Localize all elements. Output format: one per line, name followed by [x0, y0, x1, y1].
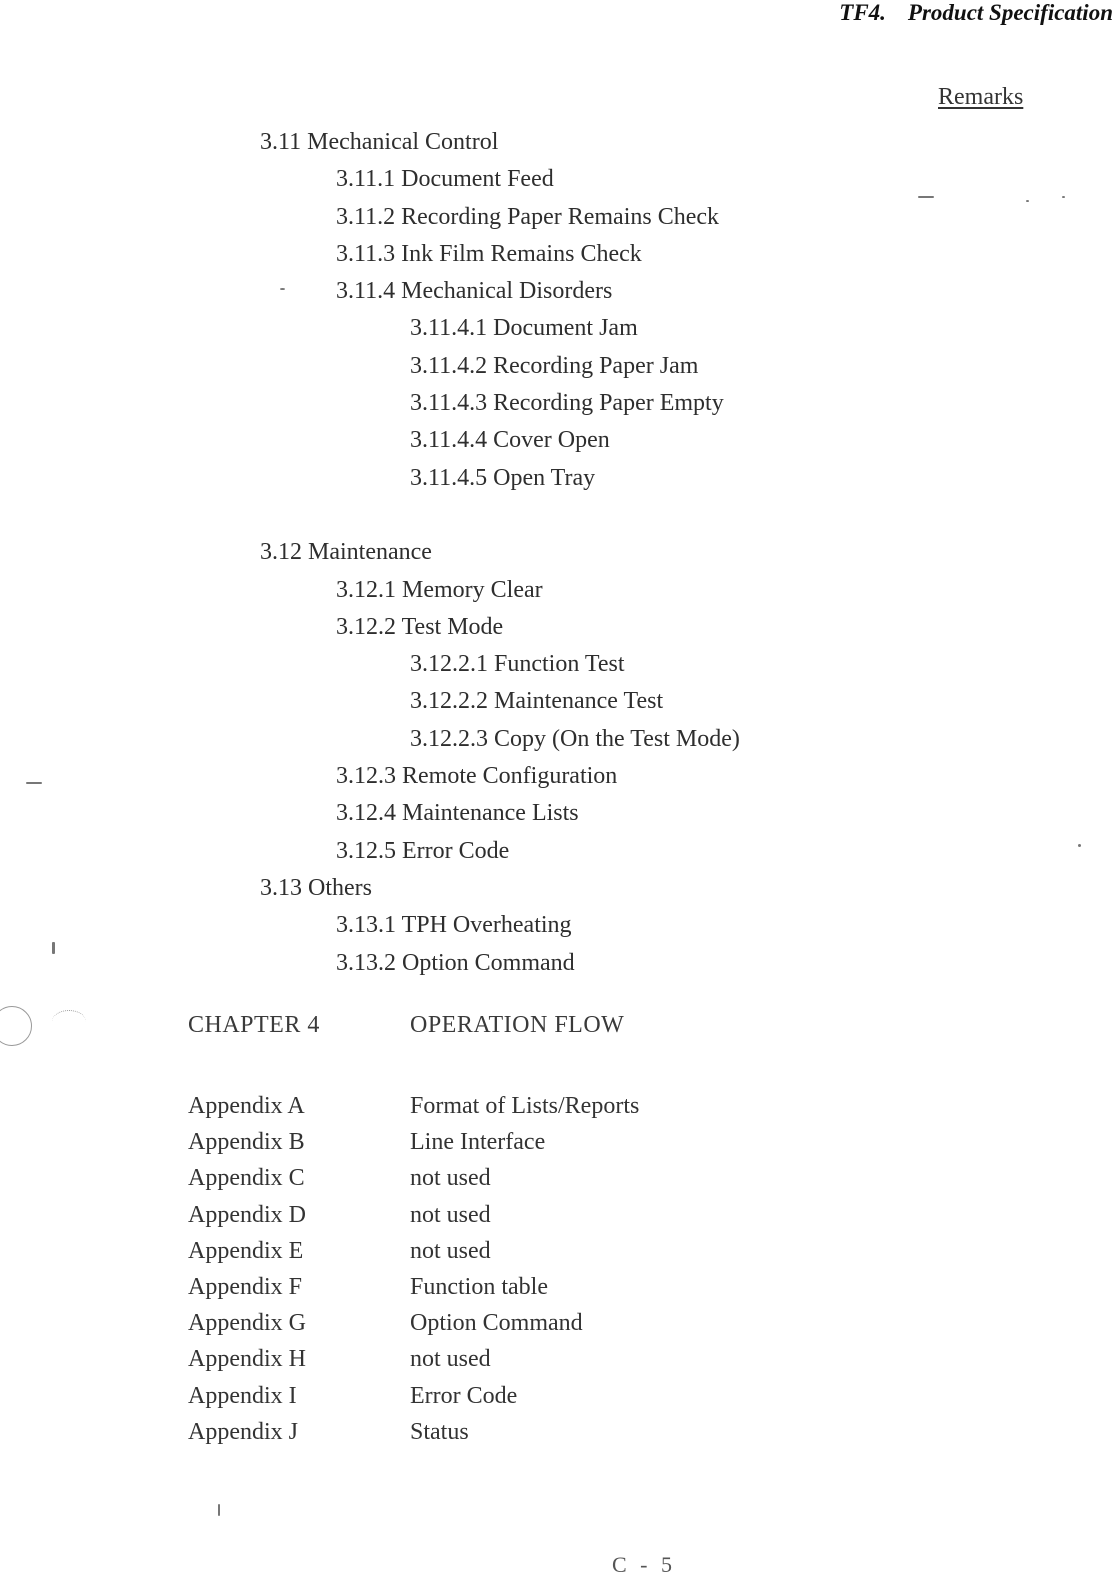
appendix-list [188, 1088, 888, 1450]
chapter-label: CHAPTER 4 [188, 1012, 320, 1038]
appendix-label: Appendix C [188, 1165, 305, 1192]
chapter-title: OPERATION FLOW [410, 1012, 625, 1038]
appendix-title: not used [410, 1165, 491, 1192]
appendix-title: Function table [410, 1273, 548, 1300]
appendix-title: not used [410, 1237, 491, 1264]
appendix-label: Appendix A [188, 1093, 305, 1119]
toc-item: 3.12.4 Maintenance Lists [336, 800, 579, 827]
scan-speck [918, 196, 934, 198]
toc-item: 3.12.2 Test Mode [336, 613, 504, 640]
appendix-title: not used [410, 1346, 491, 1373]
toc-item: 3.12.2.2 Maintenance Test [410, 688, 664, 715]
appendix-label: Appendix H [188, 1346, 306, 1373]
scan-speck [26, 782, 42, 784]
toc-item: 3.11.3 Ink Film Remains Check [336, 240, 642, 267]
punch-hole-mark [0, 1006, 32, 1046]
appendix-title: Status [410, 1418, 469, 1445]
toc-item: 3.12.2.3 Copy (On the Test Mode) [410, 725, 740, 752]
appendix-title: Line Interface [410, 1129, 546, 1156]
page-header [839, 0, 1113, 26]
appendix-row [188, 1378, 888, 1414]
appendix-label: Appendix J [188, 1418, 298, 1445]
scan-speck [218, 1504, 220, 1516]
appendix-row [188, 1233, 888, 1269]
appendix-row [188, 1197, 888, 1233]
toc-item: 3.11.4.2 Recording Paper Jam [410, 352, 699, 379]
appendix-label: Appendix G [188, 1310, 306, 1337]
appendix-row [188, 1305, 888, 1341]
appendix-row [188, 1341, 888, 1377]
toc-item: 3.11.4.4 Cover Open [410, 427, 610, 454]
chapter-entry [188, 1012, 625, 1039]
toc-item: 3.12.5 Error Code [336, 837, 510, 864]
document-code: TF4. [839, 0, 886, 25]
appendix-label: Appendix B [188, 1129, 305, 1156]
scan-speck [1062, 196, 1065, 198]
appendix-row [188, 1124, 888, 1160]
remarks-heading: Remarks [938, 84, 1024, 110]
toc-item: 3.12 Maintenance [260, 539, 432, 566]
appendix-title: Format of Lists/Reports [410, 1093, 640, 1119]
punch-hole-mark-faint [52, 1010, 86, 1033]
appendix-label: Appendix I [188, 1382, 297, 1409]
scan-speck [1078, 844, 1081, 847]
toc-item: 3.11.4 Mechanical Disorders [336, 278, 613, 305]
appendix-row [188, 1088, 888, 1124]
scan-speck [52, 942, 55, 954]
table-of-contents [0, 124, 1000, 982]
toc-item: 3.13.1 TPH Overheating [336, 912, 572, 939]
scan-speck [1026, 200, 1029, 202]
toc-item: 3.13.2 Option Command [336, 949, 575, 976]
toc-item: 3.11.4.5 Open Tray [410, 464, 596, 491]
toc-item: 3.11.4.1 Document Jam [410, 315, 638, 342]
toc-item: 3.13 Others [260, 874, 372, 901]
page-number: C - 5 [612, 1552, 676, 1577]
scan-speck [280, 288, 285, 290]
appendix-title: Option Command [410, 1310, 583, 1337]
appendix-row [188, 1160, 888, 1196]
toc-spacer [0, 497, 1000, 534]
toc-item: 3.11 Mechanical Control [260, 129, 499, 155]
appendix-title: not used [410, 1201, 491, 1228]
appendix-row [188, 1269, 888, 1305]
appendix-row [188, 1414, 888, 1450]
appendix-label: Appendix F [188, 1273, 302, 1300]
toc-item: 3.12.3 Remote Configuration [336, 763, 618, 790]
appendix-title: Error Code [410, 1382, 518, 1409]
toc-item: 3.11.1 Document Feed [336, 166, 554, 193]
toc-item: 3.12.2.1 Function Test [410, 651, 625, 678]
appendix-label: Appendix E [188, 1237, 304, 1264]
document-title: Product Specification [907, 0, 1113, 25]
toc-item: 3.11.2 Recording Paper Remains Check [336, 203, 720, 230]
toc-item: 3.11.4.3 Recording Paper Empty [410, 390, 724, 417]
appendix-label: Appendix D [188, 1201, 306, 1228]
toc-item: 3.12.1 Memory Clear [336, 576, 543, 603]
